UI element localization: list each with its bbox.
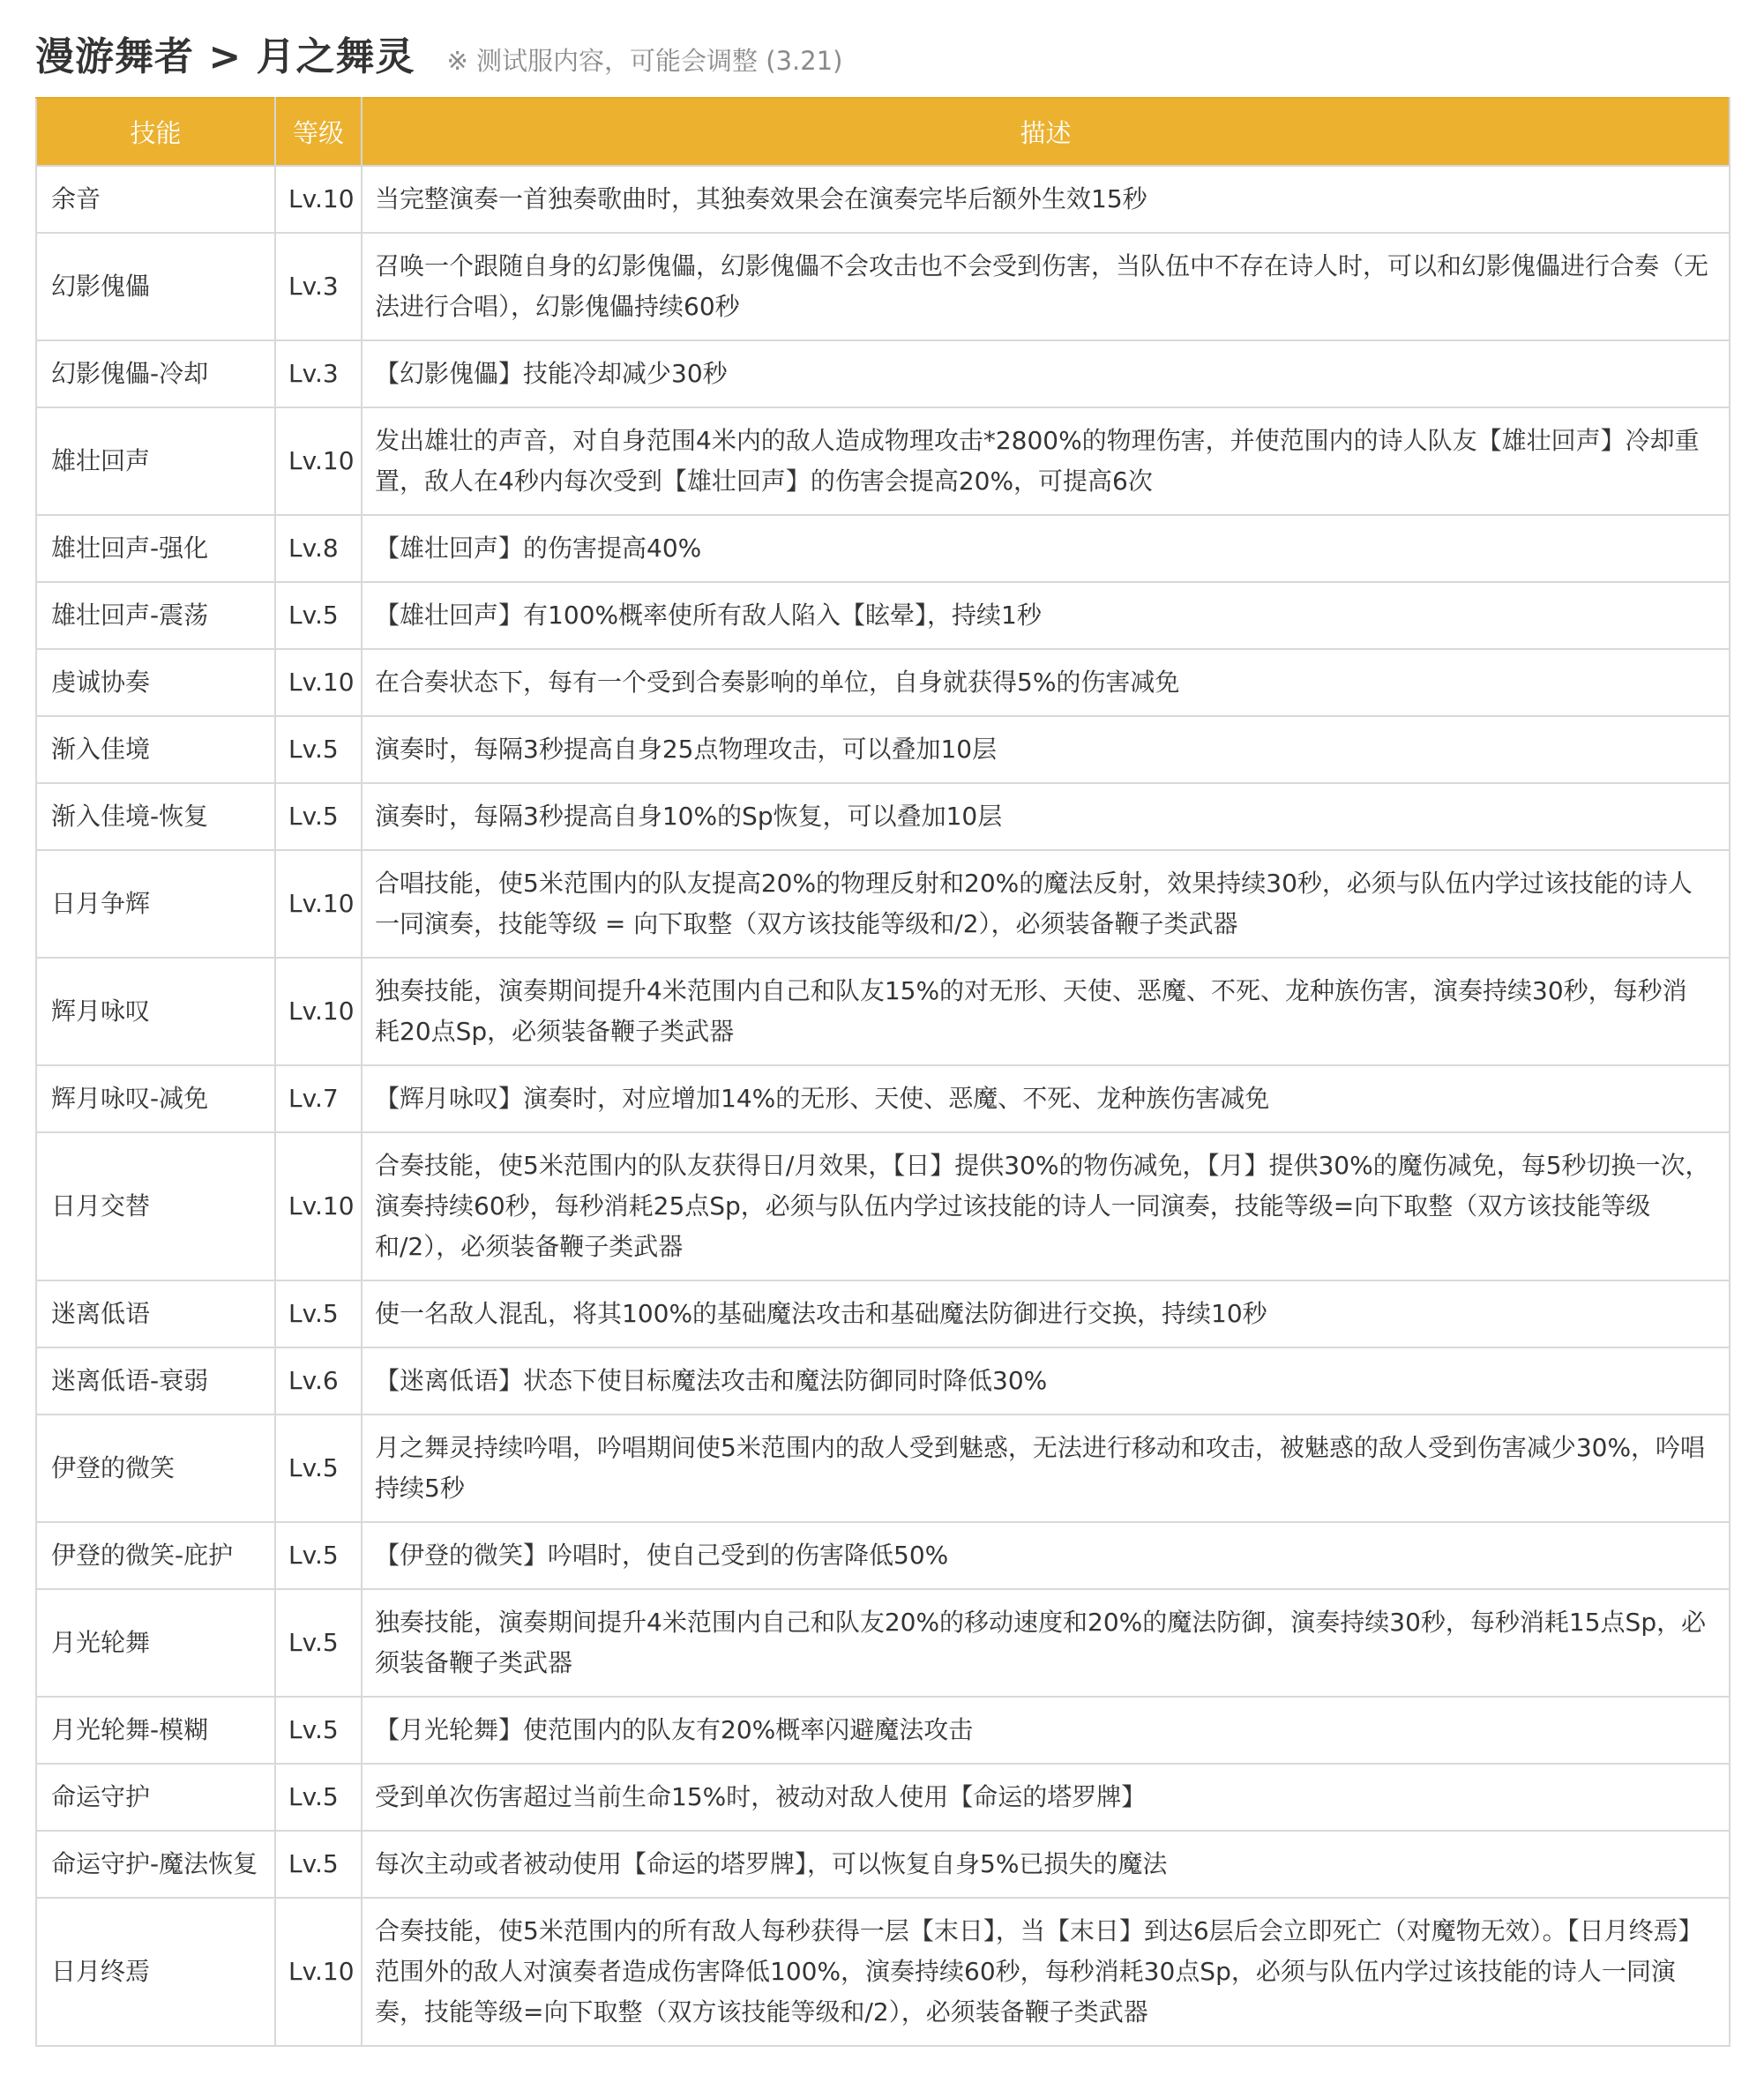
skill-level-cell: Lv.10: [275, 1132, 362, 1280]
table-row: [36, 1898, 1730, 2046]
skill-level-cell: Lv.5: [275, 1589, 362, 1697]
skill-name-cell: 渐入佳境-恢复: [36, 783, 275, 850]
skill-description-cell: 演奏时，每隔3秒提高自身25点物理攻击，可以叠加10层: [362, 716, 1730, 783]
skill-name-cell: 月光轮舞: [36, 1589, 275, 1697]
skill-name-cell: 虔诚协奏: [36, 649, 275, 716]
skill-level-cell: Lv.7: [275, 1065, 362, 1132]
skill-level-cell: Lv.5: [275, 1522, 362, 1589]
skill-name-cell: 辉月咏叹-减免: [36, 1065, 275, 1132]
skill-name-cell: 伊登的微笑: [36, 1414, 275, 1522]
skill-description-cell: 【雄壮回声】的伤害提高40%: [362, 515, 1730, 582]
table-row: [36, 1132, 1730, 1280]
page-title: 漫游舞者 > 月之舞灵: [35, 34, 415, 79]
skill-level-cell: Lv.5: [275, 1414, 362, 1522]
skill-name-cell: 渐入佳境: [36, 716, 275, 783]
skill-name-cell: 命运守护-魔法恢复: [36, 1831, 275, 1898]
skill-name-cell: 伊登的微笑-庇护: [36, 1522, 275, 1589]
skill-level-cell: Lv.5: [275, 1764, 362, 1831]
skill-name-cell: 幻影傀儡: [36, 233, 275, 340]
skill-description-cell: 【雄壮回声】有100%概率使所有敌人陷入【眩晕】，持续1秒: [362, 582, 1730, 649]
skill-description-cell: 独奏技能，演奏期间提升4米范围内自己和队友15%的对无形、天使、恶魔、不死、龙种族伤害，演奏持续30秒，每秒消耗20点Sp，必须装备鞭子类武器: [362, 958, 1730, 1065]
skill-name-cell: 日月争辉: [36, 850, 275, 958]
skill-table-container: [35, 97, 1729, 2047]
table-row: [36, 582, 1730, 649]
table-row: [36, 850, 1730, 958]
skill-level-cell: Lv.5: [275, 1280, 362, 1347]
skill-description-cell: 【迷离低语】状态下使目标魔法攻击和魔法防御同时降低30%: [362, 1347, 1730, 1414]
page-note: ※ 测试服内容，可能会调整 (3.21): [446, 46, 843, 76]
column-header-level: 等级: [275, 98, 362, 166]
skill-description-cell: 使一名敌人混乱，将其100%的基础魔法攻击和基础魔法防御进行交换，持续10秒: [362, 1280, 1730, 1347]
table-row: [36, 1414, 1730, 1522]
skill-description-cell: 发出雄壮的声音，对自身范围4米内的敌人造成物理攻击*2800%的物理伤害，并使范围内的诗人队友【雄壮回声】冷却重置，敌人在4秒内每次受到【雄壮回声】的伤害会提高20%，可提高6次: [362, 407, 1730, 515]
header-row: [36, 98, 1730, 166]
skill-description-cell: 每次主动或者被动使用【命运的塔罗牌】，可以恢复自身5%已损失的魔法: [362, 1831, 1730, 1898]
skill-level-cell: Lv.3: [275, 233, 362, 340]
skill-description-cell: 【月光轮舞】使范围内的队友有20%概率闪避魔法攻击: [362, 1697, 1730, 1764]
skill-level-cell: Lv.5: [275, 1697, 362, 1764]
skill-name-cell: 命运守护: [36, 1764, 275, 1831]
skill-name-cell: 迷离低语: [36, 1280, 275, 1347]
skill-description-cell: 合奏技能，使5米范围内的所有敌人每秒获得一层【末日】，当【末日】到达6层后会立即死亡（对魔物无效）。【日月终焉】范围外的敌人对演奏者造成伤害降低100%，演奏持续60秒，每秒消耗30点Sp，必须与队伍内学过该技能的诗人一同演奏，技能等级=向下取整（双方该技能等级和/2），必须装备鞭子类武器: [362, 1898, 1730, 2046]
skill-level-cell: Lv.10: [275, 166, 362, 233]
table-row: [36, 1831, 1730, 1898]
skill-level-cell: Lv.10: [275, 1898, 362, 2046]
table-row: [36, 1522, 1730, 1589]
skill-level-cell: Lv.10: [275, 649, 362, 716]
skill-name-cell: 雄壮回声: [36, 407, 275, 515]
table-row: [36, 407, 1730, 515]
skill-name-cell: 雄壮回声-强化: [36, 515, 275, 582]
table-row: [36, 233, 1730, 340]
skill-name-cell: 月光轮舞-模糊: [36, 1697, 275, 1764]
skill-description-cell: 合唱技能，使5米范围内的队友提高20%的物理反射和20%的魔法反射，效果持续30秒，必须与队伍内学过该技能的诗人一同演奏，技能等级 = 向下取整（双方该技能等级和/2），必须装备鞭子类武器: [362, 850, 1730, 958]
page-header: [35, 25, 842, 86]
column-header-skill: 技能: [36, 98, 275, 166]
skill-description-cell: 独奏技能，演奏期间提升4米范围内自己和队友20%的移动速度和20%的魔法防御，演奏持续30秒，每秒消耗15点Sp，必须装备鞭子类武器: [362, 1589, 1730, 1697]
table-row: [36, 649, 1730, 716]
skill-description-cell: 受到单次伤害超过当前生命15%时，被动对敌人使用【命运的塔罗牌】: [362, 1764, 1730, 1831]
skill-name-cell: 迷离低语-衰弱: [36, 1347, 275, 1414]
table-row: [36, 1347, 1730, 1414]
skill-description-cell: 召唤一个跟随自身的幻影傀儡，幻影傀儡不会攻击也不会受到伤害，当队伍中不存在诗人时，可以和幻影傀儡进行合奏（无法进行合唱），幻影傀儡持续60秒: [362, 233, 1730, 340]
skill-level-cell: Lv.8: [275, 515, 362, 582]
skill-table-body: [36, 166, 1730, 2046]
table-row: [36, 1280, 1730, 1347]
skill-name-cell: 雄壮回声-震荡: [36, 582, 275, 649]
table-row: [36, 340, 1730, 407]
table-row: [36, 166, 1730, 233]
skill-level-cell: Lv.10: [275, 958, 362, 1065]
skill-description-cell: 演奏时，每隔3秒提高自身10%的Sp恢复，可以叠加10层: [362, 783, 1730, 850]
skill-description-cell: 【幻影傀儡】技能冷却减少30秒: [362, 340, 1730, 407]
table-row: [36, 1697, 1730, 1764]
skill-description-cell: 【辉月咏叹】演奏时，对应增加14%的无形、天使、恶魔、不死、龙种族伤害减免: [362, 1065, 1730, 1132]
table-row: [36, 1065, 1730, 1132]
skill-description-cell: 在合奏状态下，每有一个受到合奏影响的单位，自身就获得5%的伤害减免: [362, 649, 1730, 716]
skill-description-cell: 【伊登的微笑】吟唱时，使自己受到的伤害降低50%: [362, 1522, 1730, 1589]
skill-description-cell: 当完整演奏一首独奏歌曲时，其独奏效果会在演奏完毕后额外生效15秒: [362, 166, 1730, 233]
skill-name-cell: 辉月咏叹: [36, 958, 275, 1065]
skill-level-cell: Lv.3: [275, 340, 362, 407]
skill-level-cell: Lv.6: [275, 1347, 362, 1414]
skill-name-cell: 日月交替: [36, 1132, 275, 1280]
skill-name-cell: 幻影傀儡-冷却: [36, 340, 275, 407]
skill-name-cell: 日月终焉: [36, 1898, 275, 2046]
skill-table: [35, 97, 1730, 2047]
table-row: [36, 958, 1730, 1065]
skill-name-cell: 余音: [36, 166, 275, 233]
table-row: [36, 1589, 1730, 1697]
table-row: [36, 515, 1730, 582]
skill-description-cell: 合奏技能，使5米范围内的队友获得日/月效果，【日】提供30%的物伤减免，【月】提供30%的魔伤减免，每5秒切换一次，演奏持续60秒，每秒消耗25点Sp，必须与队伍内学过该技能的诗人一同演奏，技能等级=向下取整（双方该技能等级和/2），必须装备鞭子类武器: [362, 1132, 1730, 1280]
skill-level-cell: Lv.5: [275, 783, 362, 850]
table-row: [36, 783, 1730, 850]
table-row: [36, 1764, 1730, 1831]
skill-table-header: [36, 98, 1730, 166]
skill-level-cell: Lv.10: [275, 850, 362, 958]
table-row: [36, 716, 1730, 783]
column-header-description: 描述: [362, 98, 1730, 166]
skill-level-cell: Lv.5: [275, 1831, 362, 1898]
skill-description-cell: 月之舞灵持续吟唱，吟唱期间使5米范围内的敌人受到魅惑，无法进行移动和攻击，被魅惑的敌人受到伤害减少30%，吟唱持续5秒: [362, 1414, 1730, 1522]
skill-level-cell: Lv.5: [275, 582, 362, 649]
skill-level-cell: Lv.5: [275, 716, 362, 783]
skill-level-cell: Lv.10: [275, 407, 362, 515]
